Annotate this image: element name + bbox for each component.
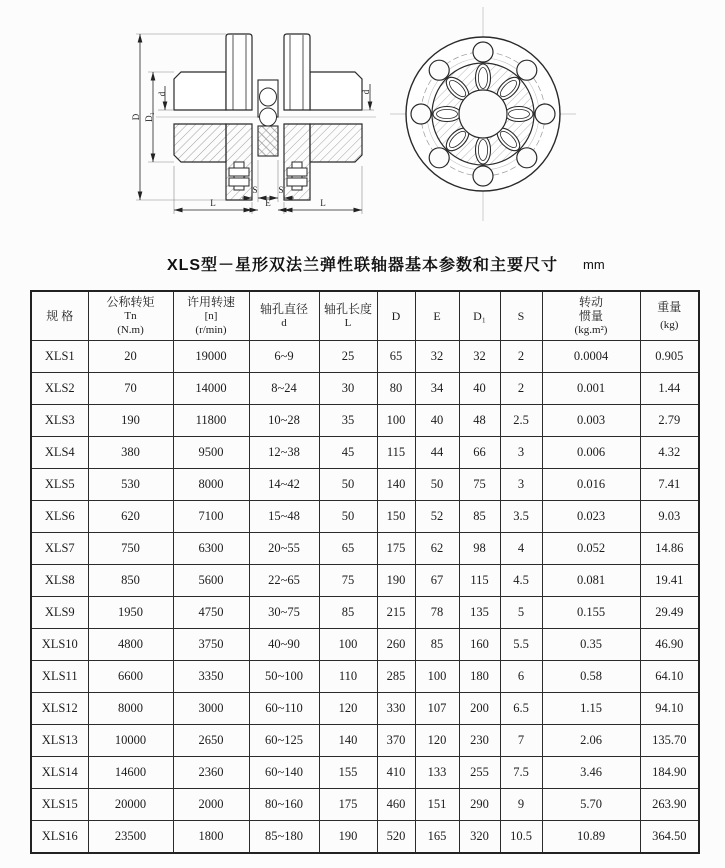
table-cell: 200 [459,693,500,725]
table-cell: 0.0004 [542,341,640,373]
table-cell: 5.5 [500,629,542,661]
title-row [0,252,725,275]
header-text: Tn [124,310,137,322]
table-cell: 7.5 [500,757,542,789]
table-cell: 60~110 [249,693,319,725]
table-cell: 180 [459,661,500,693]
table-row [31,565,699,597]
table-header [31,291,699,341]
table-cell: 100 [319,629,377,661]
table-cell: 6600 [88,661,173,693]
table-cell: 135 [459,597,500,629]
table-cell: 52 [415,501,459,533]
table-cell: 2.79 [640,405,699,437]
table-cell: 285 [377,661,415,693]
header-text: 惯量 [578,309,603,323]
table-cell: 410 [377,757,415,789]
table-cell: 0.016 [542,469,640,501]
dimension-label-d-right: d [361,89,371,95]
table-cell: 7 [500,725,542,757]
table-cell: 2.5 [500,405,542,437]
header-text: D₁ [473,309,486,323]
table-cell: 120 [415,725,459,757]
table-cell: 78 [415,597,459,629]
header-text: (kg.m²) [574,324,608,336]
table-cell: 165 [415,821,459,854]
table-cell: 190 [319,821,377,854]
table-row [31,757,699,789]
table-cell: 120 [319,693,377,725]
table-cell: 14~42 [249,469,319,501]
table-cell: 155 [319,757,377,789]
header-text: S [517,309,525,323]
section-view-drawing [128,22,378,230]
header-text: 公称转矩 [106,295,155,309]
table-row [31,789,699,821]
table-cell: 255 [459,757,500,789]
table-cell: XLS15 [31,789,88,821]
table-row [31,725,699,757]
header-text: 轴孔长度 [323,302,372,316]
table-cell: 4.32 [640,437,699,469]
table-cell: 34 [415,373,459,405]
front-view-drawing [388,3,578,225]
table-cell: 30 [319,373,377,405]
table-cell: 107 [415,693,459,725]
table-cell: 3350 [173,661,249,693]
unit-label: mm [583,257,605,272]
header-text: 重量 [657,300,682,314]
table-cell: 3750 [173,629,249,661]
dimension-label-D: D [131,113,141,121]
table-cell: 1950 [88,597,173,629]
table-cell: 40 [415,405,459,437]
column-header-speed [173,291,249,341]
spec-table [30,290,700,854]
table-cell: 6~9 [249,341,319,373]
table-cell: 0.003 [542,405,640,437]
center-bore [459,90,507,138]
table-cell: 0.905 [640,341,699,373]
dimension-label-S-left: S [252,185,258,195]
table-row [31,469,699,501]
table-cell: XLS8 [31,565,88,597]
table-cell: XLS9 [31,597,88,629]
dimension-label-L-left: L [210,198,216,208]
table-cell: 330 [377,693,415,725]
dimension-label-E: E [265,198,271,208]
table-cell: 140 [319,725,377,757]
table-cell: 2360 [173,757,249,789]
table-cell: 9.03 [640,501,699,533]
table-cell: 4.5 [500,565,542,597]
table-cell: 3000 [173,693,249,725]
table-cell: 3.46 [542,757,640,789]
header-text: E [433,309,441,323]
table-cell: 0.006 [542,437,640,469]
table-cell: 60~125 [249,725,319,757]
header-text: L [344,317,352,329]
column-header-S [500,291,542,341]
table-cell: 320 [459,821,500,854]
table-cell: 14000 [173,373,249,405]
page-title: XLS型－星形双法兰弹性联轴器基本参数和主要尺寸 [166,257,559,274]
table-cell: 20~55 [249,533,319,565]
header-text: 转动 [578,295,603,309]
table-cell: 8000 [173,469,249,501]
dimension-label-D1: D₁ [144,112,154,122]
column-header-D [377,291,415,341]
table-cell: 1.44 [640,373,699,405]
table-cell: 10.89 [542,821,640,854]
table-cell: 530 [88,469,173,501]
table-row [31,373,699,405]
table-cell: 46.90 [640,629,699,661]
table-cell: XLS7 [31,533,88,565]
table-cell: 7.41 [640,469,699,501]
table-cell: 1800 [173,821,249,854]
table-row [31,693,699,725]
column-header-spec [31,291,88,341]
table-cell: 370 [377,725,415,757]
column-header-E [415,291,459,341]
table-cell: 5600 [173,565,249,597]
table-cell: 520 [377,821,415,854]
table-body [31,341,699,854]
table-cell: 8~24 [249,373,319,405]
table-cell: 2.06 [542,725,640,757]
column-header-inertia [542,291,640,341]
table-cell: 100 [415,661,459,693]
table-cell: 9500 [173,437,249,469]
table-cell: 20 [88,341,173,373]
table-cell: XLS2 [31,373,88,405]
table-cell: 80 [377,373,415,405]
table-cell: 133 [415,757,459,789]
table-cell: XLS1 [31,341,88,373]
table-cell: 140 [377,469,415,501]
table-cell: 75 [319,565,377,597]
dimension-label-S-right: S [278,185,284,195]
table-cell: 2 [500,341,542,373]
table-cell: 50~100 [249,661,319,693]
table-cell: 44 [415,437,459,469]
table-cell: 175 [319,789,377,821]
table-cell: 25 [319,341,377,373]
table-cell: 160 [459,629,500,661]
table-cell: XLS4 [31,437,88,469]
table-cell: XLS11 [31,661,88,693]
table-cell: 85 [319,597,377,629]
table-cell: 32 [415,341,459,373]
table-cell: 7100 [173,501,249,533]
header-text: (r/min) [195,324,227,336]
table-cell: 184.90 [640,757,699,789]
header-text: (kg) [660,319,679,331]
table-cell: 3 [500,437,542,469]
table-cell: 0.023 [542,501,640,533]
table-cell: 40 [459,373,500,405]
table-cell: XLS12 [31,693,88,725]
header-text: (N.m) [117,324,144,336]
table-cell: 60~140 [249,757,319,789]
table-cell: 14.86 [640,533,699,565]
table-cell: 4750 [173,597,249,629]
table-cell: 8000 [88,693,173,725]
table-cell: 151 [415,789,459,821]
table-cell: 64.10 [640,661,699,693]
table-cell: 85~180 [249,821,319,854]
table-cell: 19.41 [640,565,699,597]
table-cell: 65 [319,533,377,565]
table-cell: 190 [377,565,415,597]
table-cell: 70 [88,373,173,405]
table-cell: 3 [500,469,542,501]
table-cell: 0.155 [542,597,640,629]
header-text: d [281,317,287,329]
table-cell: 380 [88,437,173,469]
table-cell: 263.90 [640,789,699,821]
table-cell: 850 [88,565,173,597]
table-cell: 22~65 [249,565,319,597]
table-cell: 10~28 [249,405,319,437]
table-cell: XLS3 [31,405,88,437]
table-cell: 5.70 [542,789,640,821]
table-cell: XLS6 [31,501,88,533]
table-cell: 85 [415,629,459,661]
header-text: 规 格 [46,309,74,323]
column-header-weight [640,291,699,341]
table-cell: 32 [459,341,500,373]
table-cell: 190 [88,405,173,437]
table-row [31,629,699,661]
table-cell: 66 [459,437,500,469]
table-cell: 115 [459,565,500,597]
table-row [31,437,699,469]
table-cell: 19000 [173,341,249,373]
table-cell: 35 [319,405,377,437]
table-cell: 0.001 [542,373,640,405]
table-cell: 45 [319,437,377,469]
table-cell: 80~160 [249,789,319,821]
column-header-D1 [459,291,500,341]
table-cell: 620 [88,501,173,533]
table-cell: 460 [377,789,415,821]
table-row [31,501,699,533]
table-cell: 4 [500,533,542,565]
table-cell: 98 [459,533,500,565]
table-row [31,405,699,437]
header-text: 许用转速 [186,295,235,309]
column-header-bore-length [319,291,377,341]
table-cell: 65 [377,341,415,373]
table-cell: 110 [319,661,377,693]
table-cell: 10.5 [500,821,542,854]
table-cell: XLS5 [31,469,88,501]
table-cell: 2000 [173,789,249,821]
table-cell: 50 [415,469,459,501]
table-cell: 0.052 [542,533,640,565]
table-cell: 6300 [173,533,249,565]
table-cell: 30~75 [249,597,319,629]
table-cell: XLS10 [31,629,88,661]
table-cell: 62 [415,533,459,565]
table-cell: 9 [500,789,542,821]
table-cell: 3.5 [500,501,542,533]
table-cell: 260 [377,629,415,661]
table-cell: 29.49 [640,597,699,629]
table-cell: 4800 [88,629,173,661]
dimension-label-d-left: d [157,91,167,97]
table-cell: 14600 [88,757,173,789]
table-cell: XLS13 [31,725,88,757]
table-cell: 5 [500,597,542,629]
table-cell: 11800 [173,405,249,437]
table-cell: 85 [459,501,500,533]
table-row [31,597,699,629]
table-cell: 100 [377,405,415,437]
table-cell: XLS16 [31,821,88,854]
table-row [31,341,699,373]
table-cell: 364.50 [640,821,699,854]
table-cell: 50 [319,469,377,501]
table-cell: XLS14 [31,757,88,789]
table-cell: 6.5 [500,693,542,725]
table-cell: 750 [88,533,173,565]
table-row [31,533,699,565]
table-cell: 175 [377,533,415,565]
table-cell: 215 [377,597,415,629]
front-view-figure [388,3,578,225]
header-text: D [391,309,401,323]
header-text: [n] [204,310,218,322]
table-row [31,661,699,693]
table-cell: 0.58 [542,661,640,693]
table-cell: 12~38 [249,437,319,469]
table-cell: 15~48 [249,501,319,533]
table-cell: 6 [500,661,542,693]
table-cell: 48 [459,405,500,437]
table-cell: 2 [500,373,542,405]
dimension-label-L-right: L [320,198,326,208]
table-cell: 115 [377,437,415,469]
table-cell: 150 [377,501,415,533]
table-cell: 23500 [88,821,173,854]
table-cell: 40~90 [249,629,319,661]
table-cell: 1.15 [542,693,640,725]
column-header-torque [88,291,173,341]
table-cell: 0.081 [542,565,640,597]
table-cell: 0.35 [542,629,640,661]
table-cell: 20000 [88,789,173,821]
table-cell: 230 [459,725,500,757]
table-cell: 290 [459,789,500,821]
header-text: 轴孔直径 [259,302,308,316]
section-view-figure [128,22,378,230]
column-header-bore-diameter [249,291,319,341]
table-row [31,821,699,854]
table-cell: 94.10 [640,693,699,725]
table-cell: 10000 [88,725,173,757]
table-cell: 50 [319,501,377,533]
table-cell: 67 [415,565,459,597]
table-cell: 2650 [173,725,249,757]
header-row [31,291,699,341]
table-cell: 75 [459,469,500,501]
table-cell: 135.70 [640,725,699,757]
